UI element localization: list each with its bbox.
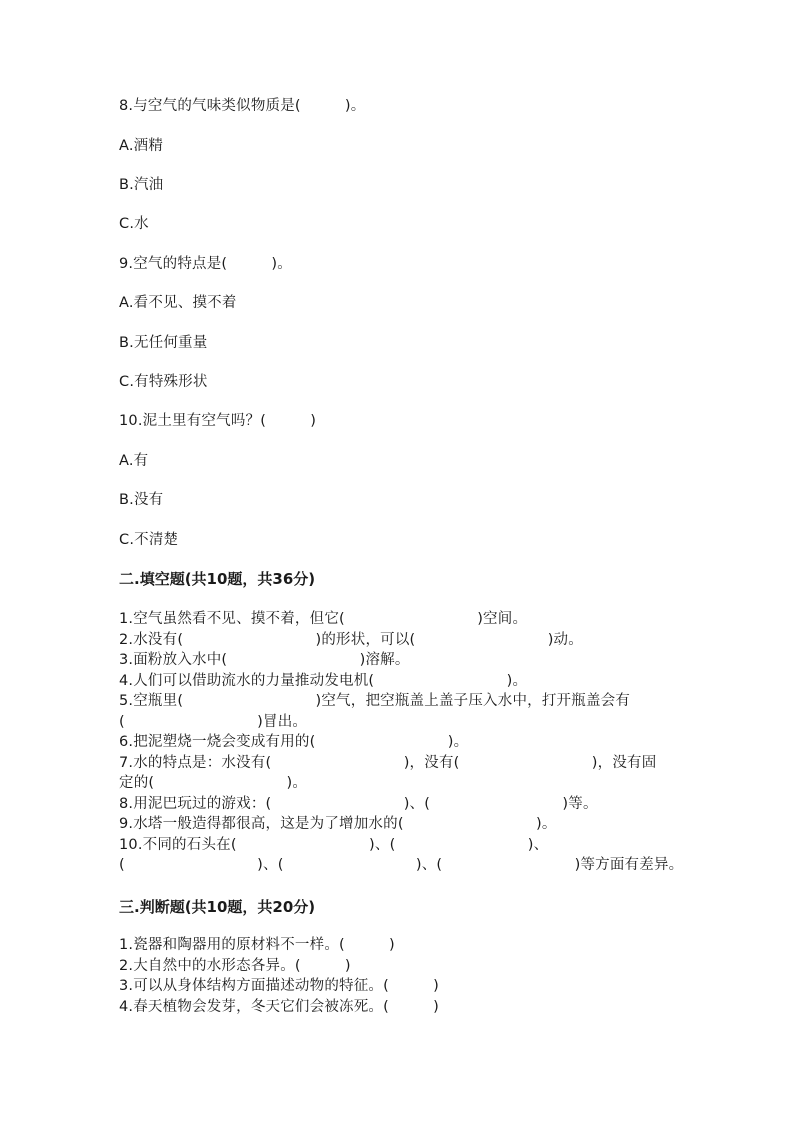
option-9b: B.无任何重量 <box>119 335 208 351</box>
fill-line: ( )冒出。 <box>119 713 308 730</box>
fill-line: ( )、( )、( )等方面有差异。 <box>119 857 684 873</box>
judge-line: 2.大自然中的水形态各异。( ) <box>119 957 351 974</box>
fill-line: 9.水塔一般造得都很高，这是为了增加水的( )。 <box>119 816 557 832</box>
fill-line: 4.人们可以借助流水的力量推动发电机( )。 <box>119 672 528 689</box>
fill-line: 1.空气虽然看不见、摸不着，但它( )空间。 <box>119 611 528 627</box>
section-3-title: 三.判断题(共10题，共20分) <box>119 898 316 916</box>
fill-line: 10.不同的石头在( )、( )、 <box>119 836 549 853</box>
question-8: 8.与空气的气味类似物质是( )。 <box>119 98 366 114</box>
judge-line: 1.瓷器和陶器用的原材料不一样。( ) <box>119 937 395 953</box>
question-9: 9.空气的特点是( )。 <box>119 256 292 272</box>
option-8a: A.酒精 <box>119 138 164 154</box>
fill-line: 7.水的特点是：水没有( )，没有( )，没有固 <box>119 754 657 771</box>
option-10c: C.不清楚 <box>119 532 179 548</box>
fill-line: 定的( )。 <box>119 775 308 791</box>
true-false-section <box>119 935 679 1017</box>
option-9a: A.看不见、摸不着 <box>119 295 237 311</box>
question-10: 10.泥土里有空气吗？( ) <box>119 413 317 429</box>
fill-line: 3.面粉放入水中( )溶解。 <box>119 652 410 668</box>
fill-line: 6.把泥塑烧一烧会变成有用的( )。 <box>119 734 469 750</box>
fill-line: 2.水没有( )的形状，可以( )动。 <box>119 631 583 648</box>
option-10b: B.没有 <box>119 492 164 508</box>
fill-in-section <box>119 609 684 876</box>
fill-line: 5.空瓶里( )空气，把空瓶盖上盖子压入水中，打开瓶盖会有 <box>119 693 631 709</box>
judge-line: 4.春天植物会发芽，冬天它们会被冻死。( ) <box>119 998 439 1015</box>
option-8c: C.水 <box>119 216 149 232</box>
judge-line: 3.可以从身体结构方面描述动物的特征。( ) <box>119 978 439 994</box>
fill-line: 8.用泥巴玩过的游戏：( )、( )等。 <box>119 795 598 812</box>
option-10a: A.有 <box>119 453 149 469</box>
option-9c: C.有特殊形状 <box>119 374 208 390</box>
option-8b: B.汽油 <box>119 177 164 193</box>
section-2-title: 二.填空题(共10题，共36分) <box>119 570 316 588</box>
